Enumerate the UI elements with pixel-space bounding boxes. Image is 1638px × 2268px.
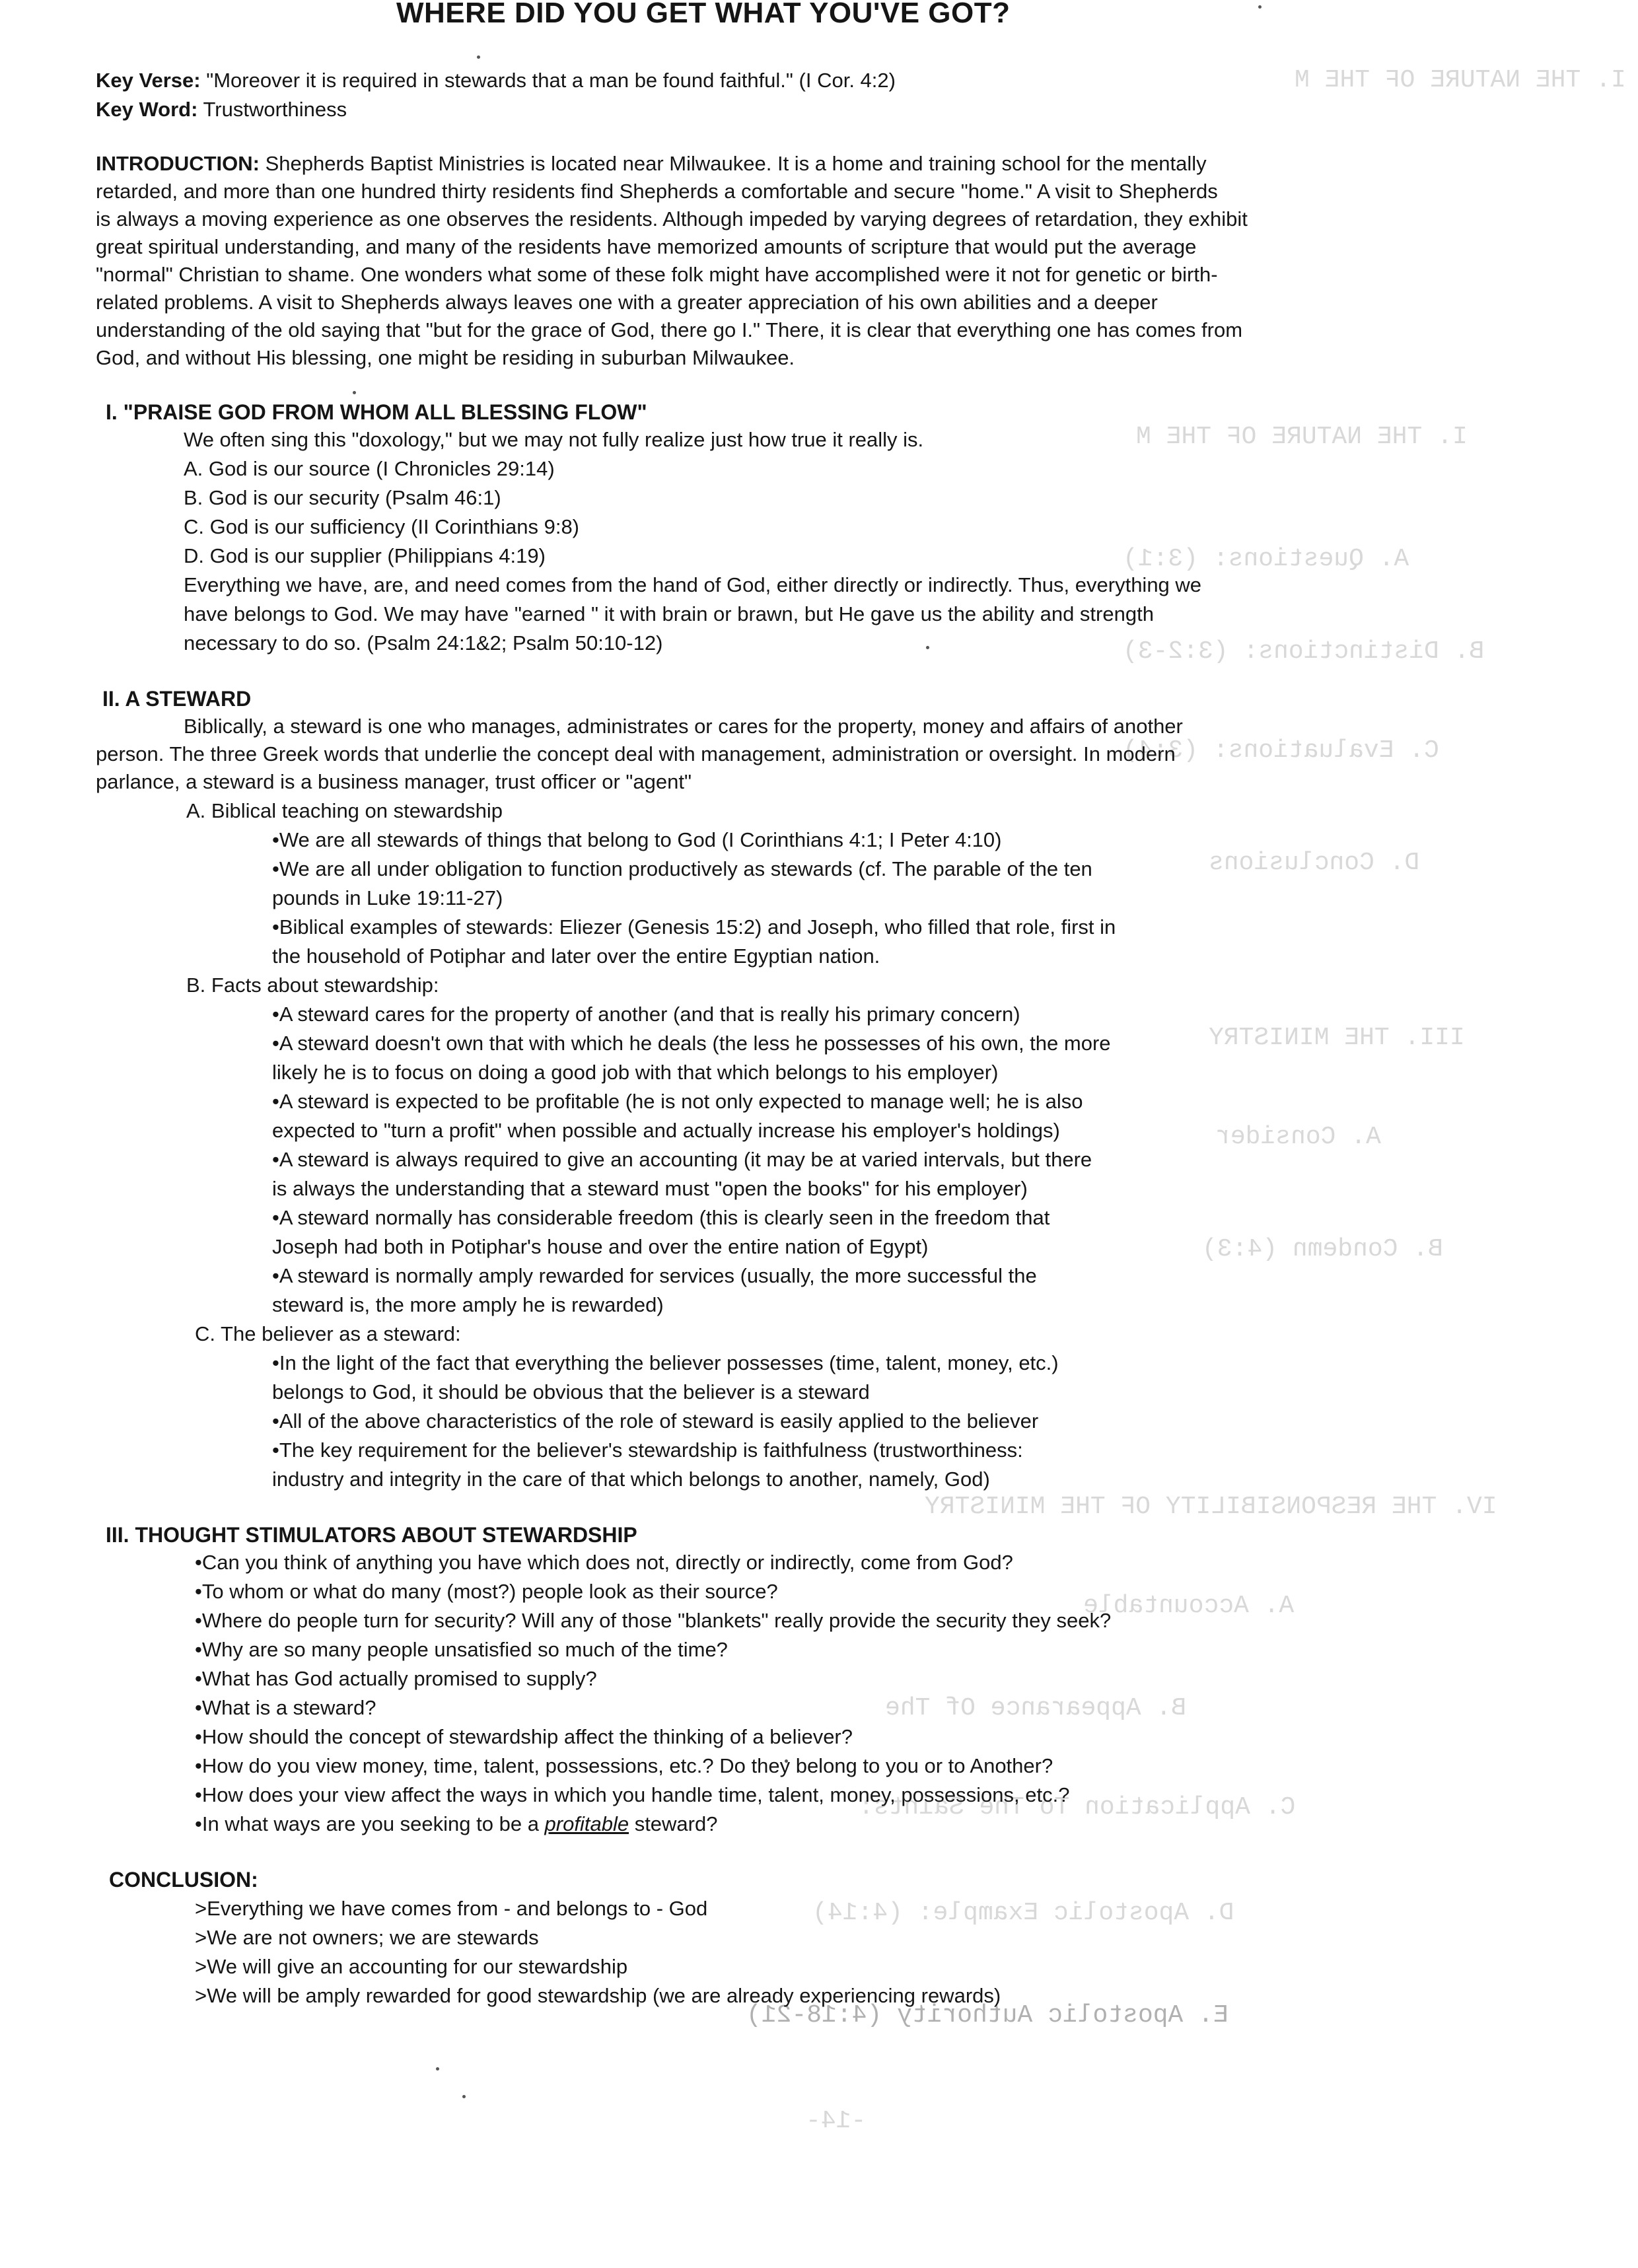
bleed-through-line: D. Conclusions: [1209, 849, 1420, 877]
emphasis-profitable: profitable: [544, 1812, 629, 1835]
section-2-bullet: •In the light of the fact that everything the believer possesses (time, talent, money, etc.): [272, 1351, 1059, 1374]
section-3-bullet: •Why are so many people unsatisfied so much of the time?: [195, 1638, 728, 1661]
scan-speck: [462, 2095, 466, 2098]
section-3-bullet: •What is a steward?: [195, 1696, 376, 1719]
introduction-line: great spiritual understanding, and many of the residents have memorized amounts of scripture that would put the average: [96, 235, 1197, 258]
key-verse-text: "Moreover it is required in stewards that a man be found faithful." (I Cor. 4:2): [206, 69, 896, 92]
section-3-heading: III. THOUGHT STIMULATORS ABOUT STEWARDSHIP: [106, 1523, 637, 1547]
section-2-bullet: •A steward cares for the property of another (and that is really his primary concern): [272, 1003, 1020, 1026]
section-1-line: Everything we have, are, and need comes from the hand of God, either directly or indirectly. Thus, everything we: [184, 573, 1202, 596]
section-2-bullet: •A steward is expected to be profitable (he is not only expected to manage well; he is also: [272, 1090, 1083, 1113]
conclusion-line: >Everything we have comes from - and belongs to - God: [195, 1897, 708, 1920]
key-verse-label: Key Verse:: [96, 69, 201, 92]
section-2-line: Biblically, a steward is one who manages, administrates or cares for the property, money and affairs of another: [184, 715, 1183, 738]
section-2-bullet: •We are all under obligation to function productively as stewards (cf. The parable of the ten: [272, 857, 1092, 880]
section-2-bullet: industry and integrity in the care of that which belongs to another, namely, God): [272, 1468, 990, 1491]
bleed-through-line: B. Appearance Of The: [885, 1694, 1187, 1722]
key-word-text: Trustworthiness: [203, 98, 347, 121]
section-2-bullet: •A steward doesn't own that with which he deals (the less he possesses of his own, the more: [272, 1032, 1111, 1055]
section-2-bullet: expected to "turn a profit" when possible and actually increase his employer's holdings): [272, 1119, 1060, 1142]
bleed-through-line: D. Apostolic Example: (4:14): [812, 1899, 1234, 1927]
section-1-line: C. God is our sufficiency (II Corinthians 9:8): [184, 515, 580, 538]
scan-speck: [926, 646, 929, 649]
section-1-line: We often sing this "doxology," but we may not fully realize just how true it really is.: [184, 428, 924, 451]
introduction-label: INTRODUCTION:: [96, 152, 260, 175]
section-3-bullet: •How should the concept of stewardship affect the thinking of a believer?: [195, 1725, 853, 1748]
section-2-bullet: •All of the above characteristics of the role of steward is easily applied to the believer: [272, 1409, 1039, 1433]
bleed-through-line: E. Apostolic Authority (4:18-21): [746, 2001, 1228, 2030]
bleed-through-page-number: -14-: [806, 2107, 867, 2135]
section-2-bullet: is always the understanding that a steward must "open the books" for his employer): [272, 1177, 1028, 1200]
bleed-through-line: I. THE NATURE OF THE M: [1295, 66, 1626, 94]
section-3-bullet: •Where do people turn for security? Will any of those "blankets" really provide the security they seek?: [195, 1609, 1112, 1632]
section-1-heading: I. "PRAISE GOD FROM WHOM ALL BLESSING FLOW": [106, 400, 647, 424]
section-2-subheading: B. Facts about stewardship:: [186, 974, 439, 997]
bleed-through-line: B. Distinctions: (3:2-3): [1123, 637, 1485, 666]
section-3-bullet: •To whom or what do many (most?) people look as their source?: [195, 1580, 778, 1603]
introduction-line: understanding of the old saying that "but for the grace of God, there go I." There, it is clear that everything one has comes from: [96, 318, 1243, 341]
section-1-line: A. God is our source (I Chronicles 29:14): [184, 457, 555, 480]
section-2-bullet: •A steward is always required to give an accounting (it may be at varied intervals, but there: [272, 1148, 1092, 1171]
section-2-subheading: C. The believer as a steward:: [195, 1322, 461, 1345]
bleed-through-line: C. Evaluations: (3:4): [1123, 736, 1439, 765]
section-3-bullet: •How does your view affect the ways in which you handle time, talent, money, possessions, etc.?: [195, 1783, 1070, 1806]
scan-speck: [1258, 5, 1262, 9]
section-3-bullet: •In what ways are you seeking to be a profitable steward?: [195, 1812, 718, 1835]
section-1-line: have belongs to God. We may have "earned " it with brain or brawn, but He gave us the ability and strength: [184, 602, 1154, 625]
section-2-line: parlance, a steward is a business manager, trust officer or "agent": [96, 770, 692, 793]
section-2-bullet: belongs to God, it should be obvious that the believer is a steward: [272, 1380, 870, 1403]
section-2-bullet: pounds in Luke 19:11-27): [272, 886, 503, 909]
section-3-bullet: •What has God actually promised to supply?: [195, 1667, 597, 1690]
introduction-line: related problems. A visit to Shepherds always leaves one with a greater appreciation of his own abilities and a deeper: [96, 291, 1158, 314]
introduction-line: retarded, and more than one hundred thirty residents find Shepherds a comfortable and secure "home." A visit to Shepherds: [96, 180, 1218, 203]
introduction-line: God, and without His blessing, one might be residing in suburban Milwaukee.: [96, 346, 795, 369]
introduction-line: "normal" Christian to shame. One wonders what some of these folk might have accomplished were it not for genetic or birth-: [96, 263, 1218, 286]
bleed-through-line: B. Condemn (4:3): [1202, 1235, 1443, 1263]
introduction-line: INTRODUCTION: Shepherds Baptist Ministries is located near Milwaukee. It is a home and training school for the mentally: [96, 152, 1207, 175]
scan-speck: [477, 55, 480, 59]
key-verse: [96, 67, 896, 94]
section-2-bullet: •A steward normally has considerable freedom (this is clearly seen in the freedom that: [272, 1206, 1050, 1229]
section-2-bullet: the household of Potiphar and later over the entire Egyptian nation.: [272, 944, 880, 968]
page-title: WHERE DID YOU GET WHAT YOU'VE GOT?: [396, 0, 1011, 29]
section-2-bullet: Joseph had both in Potiphar's house and over the entire nation of Egypt): [272, 1235, 929, 1258]
key-word: [96, 96, 347, 123]
bleed-through-line: A. Consider: [1215, 1123, 1381, 1151]
bleed-through-line: A. Questions: (3:1): [1123, 545, 1409, 573]
section-1-line: necessary to do so. (Psalm 24:1&2; Psalm 50:10-12): [184, 631, 663, 655]
bleed-through-line: A. Accountable: [1083, 1592, 1295, 1620]
section-2-heading: II. A STEWARD: [102, 687, 252, 711]
bleed-through-line: I. THE NATURE OF THE M: [1136, 423, 1468, 451]
section-1-line: D. God is our supplier (Philippians 4:19): [184, 544, 546, 567]
section-2-subheading: A. Biblical teaching on stewardship: [186, 799, 503, 822]
bleed-through-line: III. THE MINISTRY: [1209, 1024, 1465, 1052]
conclusion-line: >We will give an accounting for our stewardship: [195, 1955, 628, 1978]
key-word-label: Key Word:: [96, 98, 198, 121]
section-2-bullet: •A steward is normally amply rewarded for services (usually, the more successful the: [272, 1264, 1037, 1287]
conclusion-line: >We will be amply rewarded for good stewardship (we are already experiencing rewards): [195, 1984, 1001, 2007]
section-1-line: B. God is our security (Psalm 46:1): [184, 486, 501, 509]
bleed-through-line: C. Application To The Saints:: [859, 1793, 1296, 1822]
section-2-bullet: likely he is to focus on doing a good job with that which belongs to his employer): [272, 1061, 999, 1084]
introduction-line: is always a moving experience as one observes the residents. Although impeded by varying degrees of retardation, they exhibit: [96, 207, 1248, 230]
scan-speck: [353, 391, 356, 394]
section-2-bullet: •We are all stewards of things that belong to God (I Corinthians 4:1; I Peter 4:10): [272, 828, 1002, 851]
conclusion-line: >We are not owners; we are stewards: [195, 1926, 539, 1949]
section-2-bullet: •The key requirement for the believer's stewardship is faithfulness (trustworthiness:: [272, 1438, 1023, 1462]
section-2-bullet: •Biblical examples of stewards: Eliezer (Genesis 15:2) and Joseph, who filled that role, first in: [272, 915, 1116, 939]
scan-speck: [436, 2067, 439, 2071]
conclusion-heading: CONCLUSION:: [109, 1868, 258, 1892]
section-3-bullet: •How do you view money, time, talent, possessions, etc.? Do they belong to you or to Another?: [195, 1754, 1053, 1777]
section-3-bullet: •Can you think of anything you have which does not, directly or indirectly, come from God?: [195, 1551, 1013, 1574]
bleed-through-line: IV. THE RESPONSIBILITY OF THE MINISTRY: [925, 1493, 1497, 1521]
section-2-line: person. The three Greek words that underlie the concept deal with management, administration or oversight. In modern: [96, 742, 1176, 765]
section-2-bullet: steward is, the more amply he is rewarded): [272, 1293, 664, 1316]
